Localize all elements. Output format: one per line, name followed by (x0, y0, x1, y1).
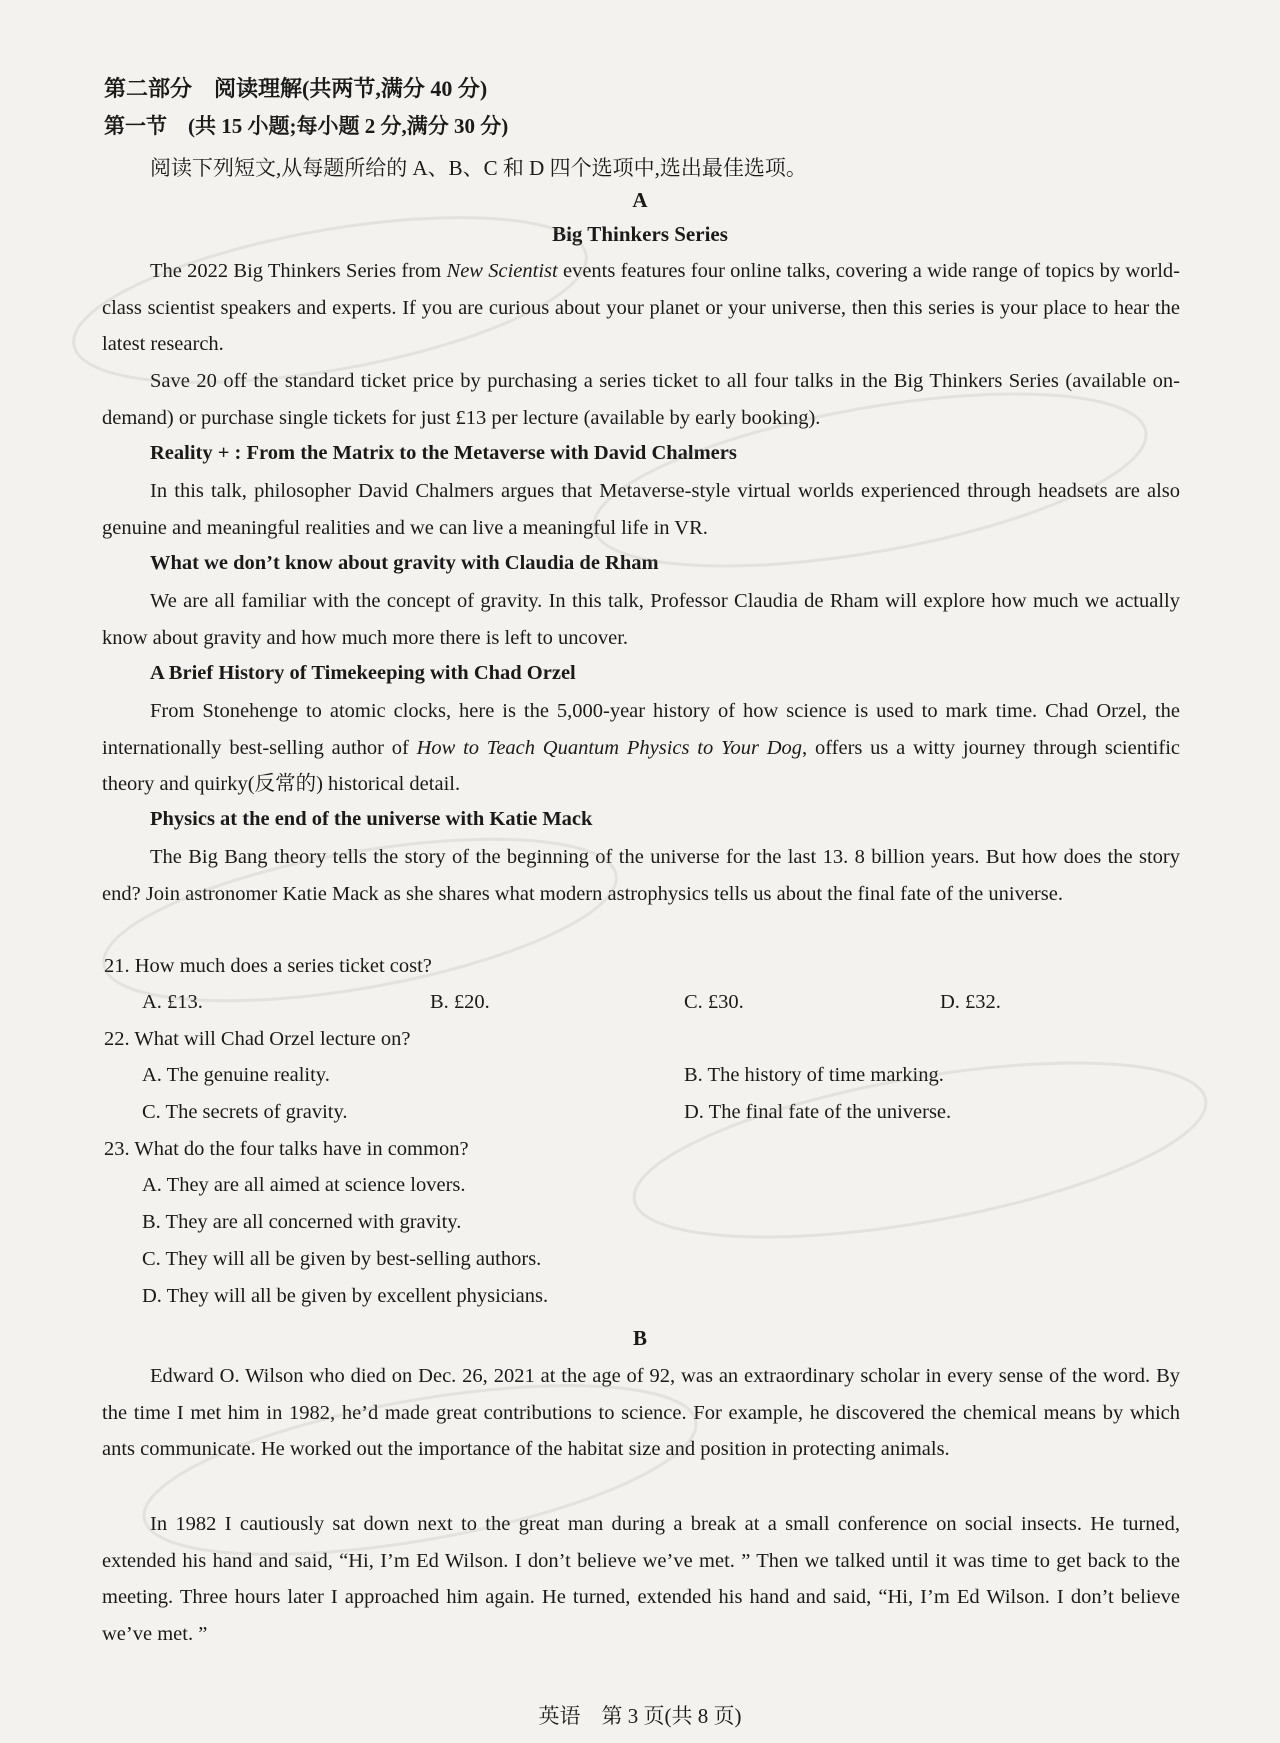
q21-option-a: A. £13. (142, 991, 203, 1013)
talk3-before: From Stonehenge to atomic clocks, here is the 5,000-year history of how science is used to mark time. Chad Orzel, the internationally best-selling author of (102, 700, 1180, 759)
section-heading: 第一节 (共 15 小题;每小题 2 分,满分 30 分) (104, 114, 509, 138)
talk1-title: Reality + : From the Matrix to the Metaverse with David Chalmers (150, 442, 737, 464)
q22-option-c: C. The secrets of gravity. (142, 1101, 348, 1123)
passage-a-label: A (632, 188, 648, 212)
intro-after: events features four online talks, covering a wide range of topics by world-class scientist speakers and experts. If you are curious about your planet or your universe, then this series is your place to hear the latest research. (102, 260, 1180, 356)
q21-stem: 21. How much does a series ticket cost? (104, 955, 432, 977)
passage-b-p1: Edward O. Wilson who died on Dec. 26, 2021 at the age of 92, was an extraordinary scholar in every sense of the word. By the time I met him in 1982, he’d made great contributions to science. For example, he discovered the chemical means by which ants communicate. He worked out the importance of the habitat size and position in protecting animals. (102, 1365, 1180, 1461)
talk3-after: , offers us a witty journey through scientific theory and quirky(反常的) historical detail. (102, 736, 1180, 796)
talk2-text: We are all familiar with the concept of gravity. In this talk, Professor Claudia de Rham will explore how much we actually know about gravity and how much more there is left to uncover. (102, 590, 1180, 649)
talk3-text (102, 693, 1180, 803)
q23-stem: 23. What do the four talks have in common? (104, 1138, 469, 1160)
q21-option-b: B. £20. (430, 991, 490, 1013)
q23-option-d: D. They will all be given by excellent physicians. (142, 1285, 549, 1307)
q22-option-a: A. The genuine reality. (142, 1064, 330, 1086)
q22-stem: 22. What will Chad Orzel lecture on? (104, 1028, 411, 1050)
passage-b-p2: In 1982 I cautiously sat down next to the great man during a break at a small conference on social insects. He turned, extended his hand and said, “Hi, I’m Ed Wilson. I don’t believe we’ve met. ” Then we talked until it was time to get back to the meeting. Three hours later I approached him again. He turned, extended his hand and said, “Hi, I’m Ed Wilson. I don’t believe we’ve met. ” (102, 1513, 1180, 1645)
talk3-italic: How to Teach Quantum Physics to Your Dog (416, 736, 803, 759)
q23-option-b: B. They are all concerned with gravity. (142, 1211, 462, 1233)
talk1-text: In this talk, philosopher David Chalmers argues that Metaverse-style virtual worlds experienced through headsets are also genuine and meaningful realities and we can live a meaningful life in VR. (102, 480, 1180, 539)
passage-a-intro (102, 253, 1180, 363)
page-footer: 英语 第 3 页(共 8 页) (538, 1704, 742, 1728)
passage-a-pricing: Save 20 off the standard ticket price by purchasing a series ticket to all four talks in the Big Thinkers Series (available on-demand) or purchase single tickets for just £13 per lecture (available by early booking). (102, 370, 1180, 429)
talk3-title: A Brief History of Timekeeping with Chad Orzel (150, 662, 576, 684)
q23-option-c: C. They will all be given by best-selling authors. (142, 1248, 542, 1270)
passage-b-label: B (632, 1326, 647, 1350)
q21-option-c: C. £30. (684, 991, 744, 1013)
q22-option-d: D. The final fate of the universe. (684, 1101, 952, 1123)
talk2-title: What we don’t know about gravity with Claudia de Rham (150, 552, 659, 574)
instruction: 阅读下列短文,从每题所给的 A、B、C 和 D 四个选项中,选出最佳选项。 (150, 156, 807, 180)
talk4-title: Physics at the end of the universe with Katie Mack (150, 808, 593, 830)
talk4-text: The Big Bang theory tells the story of the beginning of the universe for the last 13. 8 billion years. But how does the story end? Join astronomer Katie Mack as she shares what modern astrophysics tells us about the final fate of the universe. (102, 846, 1180, 905)
intro-before: The 2022 Big Thinkers Series from (150, 260, 447, 282)
passage-a-title: Big Thinkers Series (552, 222, 728, 246)
q21-option-d: D. £32. (940, 991, 1001, 1013)
intro-italic: New Scientist (446, 260, 558, 282)
q23-option-a: A. They are all aimed at science lovers. (142, 1174, 466, 1196)
part-heading: 第二部分 阅读理解(共两节,满分 40 分) (104, 76, 488, 101)
q22-option-b: B. The history of time marking. (684, 1064, 944, 1086)
